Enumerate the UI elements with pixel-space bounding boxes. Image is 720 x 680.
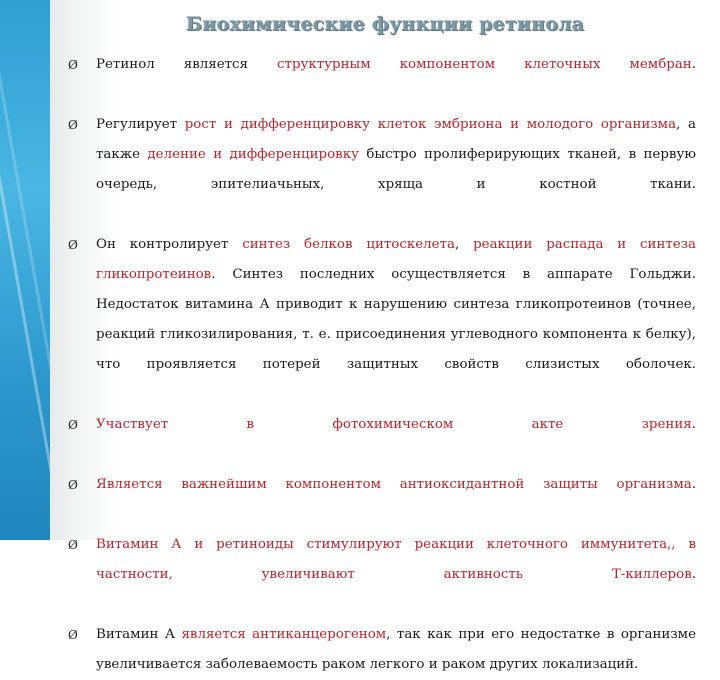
list-item-text [96,57,696,72]
highlighted-text: является антиканцерогеном [181,627,387,642]
slide-title: Биохимические функции ретинола [185,13,585,35]
decorative-sidebar [0,0,50,540]
body-text: . [691,477,696,492]
highlighted-text: Витамин А и ретиноиды стимулируют реакции клеточного иммунитета,, в частности, увеличивают активность Т-киллеров [96,537,696,582]
list-item [68,620,696,680]
highlighted-text: Является важнейшим компонентом антиоксидантной защиты организма [96,477,692,492]
list-item-text [96,117,696,192]
arrow-bullet-icon: Ø [68,58,78,72]
arrow-bullet-icon: Ø [68,238,78,252]
arrow-bullet-icon: Ø [68,538,78,552]
body-text: Витамин А [96,627,182,642]
arrow-bullet-icon: Ø [68,418,78,432]
highlighted-text: реакции распада и синтеза гликопротеинов [96,237,697,282]
list-item [68,410,696,470]
body-text: , [454,237,474,252]
arrow-bullet-icon: Ø [68,478,78,492]
body-text: . Синтез последних осуществляется в аппарате Гольджи. Недостаток витамина А приводит к нарушению синтеза гликопротеинов (точнее, реакций гликозилирования, т. е. присоединения углеводного компонента к белку), что проявляется потерей защитных свойств слизистых оболочек. [96,267,696,372]
body-text: , так как при его недостатке в организме увеличивается заболеваемость раком легкого и раком других локализаций. [96,627,696,672]
body-text: Регулирует [96,117,185,132]
body-text: быстро пролиферирующих тканей, в первую очередь, эпителиачьных, хряща и костной ткани. [96,147,697,192]
list-item [68,230,696,410]
list-item [68,530,696,620]
body-text: , а также [96,117,696,162]
list-item-text [96,237,696,372]
list-item-text [96,477,696,492]
highlighted-text: рост и дифференцировку клеток эмбриона и молодого организма [184,117,677,132]
arrow-bullet-icon: Ø [68,628,78,642]
list-item-text [96,627,696,672]
arrow-bullet-icon: Ø [68,118,78,132]
body-text: . [691,57,696,72]
list-item [68,110,696,230]
list-item [68,50,696,110]
list-item [68,470,696,530]
bullet-list [68,50,696,680]
list-item-text [96,537,696,582]
highlighted-text: деление и дифференцировку [147,147,359,162]
highlighted-text: структурным компонентом клеточных мембран [277,57,692,72]
highlighted-text: синтез белков цитоскелета [242,237,455,252]
body-text: . [691,417,696,432]
list-item-text [96,417,696,432]
body-text: Он контролирует [96,237,243,252]
body-text: . [691,567,696,582]
body-text: Ретинол является [96,57,278,72]
highlighted-text: Участвует в фотохимическом акте зрения [96,417,692,432]
